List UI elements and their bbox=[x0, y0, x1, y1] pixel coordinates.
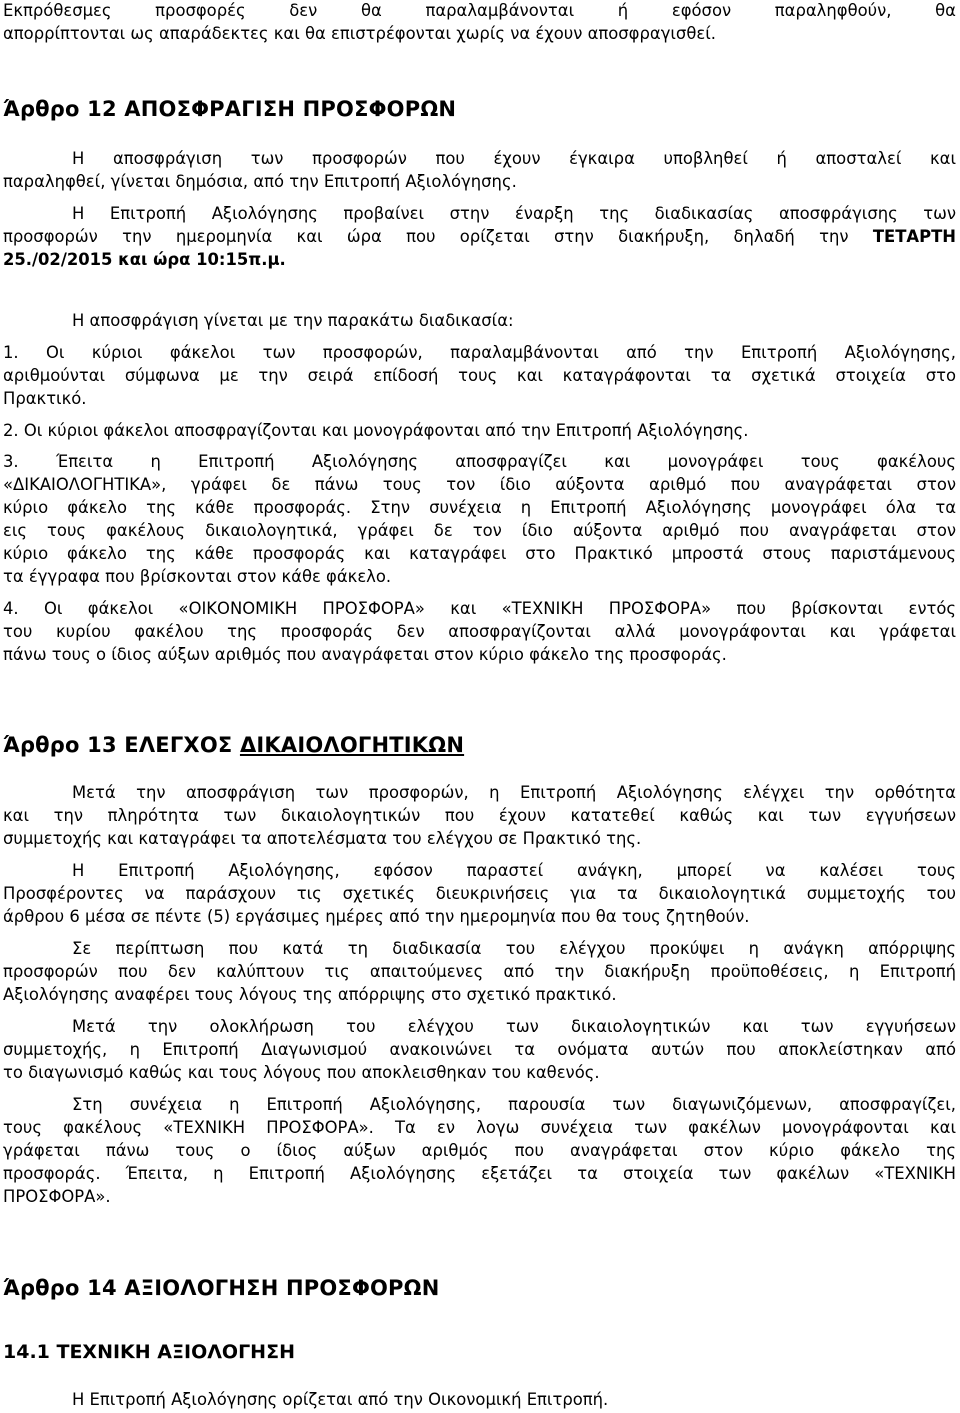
paragraph-line: Η αποσφράγιση των προσφορών που έχουν έγκαιρα υποβληθεί ή αποσταλεί και bbox=[72, 149, 956, 168]
list-item-line: 4. Οι φάκελοι «ΟΙΚΟΝΟΜΙΚΗ ΠΡΟΣΦΟΡΑ» και «ΤΕΧΝΙΚΗ ΠΡΟΣΦΟΡΑ» που βρίσκονται εντός bbox=[3, 599, 956, 618]
paragraph-line: Η Επιτροπή Αξιολόγησης, εφόσον παραστεί ανάγκη, μπορεί να καλέσει τους bbox=[72, 861, 956, 880]
paragraph-line: Προσφέροντες να παράσχουν τις σχετικές διευκρινήσεις για τα δικαιολογητικά συμμετοχής του bbox=[3, 884, 956, 903]
list-item-line: 1. Οι κύριοι φάκελοι των προσφορών, παραλαμβάνονται από την Επιτροπή Αξιολόγησης, bbox=[3, 343, 956, 362]
list-item-line: Πρακτικό. bbox=[3, 389, 87, 408]
list-item-line: εις τους φακέλους δικαιολογητικά, γράφει δε τον ίδιο αύξοντα αριθμό που αναγράφεται στον bbox=[3, 521, 956, 540]
list-item-line: κύριο φάκελο της κάθε προσφοράς και καταγράφει στο Πρακτικό μπροστά στους παριστάμενους bbox=[3, 544, 956, 563]
heading-text: Άρθρο 13 ΕΛΕΓΧΟΣ bbox=[3, 733, 240, 757]
paragraph-line: άρθρου 6 μέσα σε πέντε (5) εργάσιμες ημέρες από την ημερομηνία που θα τους ζητηθούν. bbox=[3, 907, 750, 926]
paragraph-line: ΠΡΟΣΦΟΡΑ». bbox=[3, 1187, 111, 1206]
paragraph-line: το διαγωνισμό καθώς και τους λόγους που αποκλεισθηκαν του καθενός. bbox=[3, 1063, 600, 1082]
list-item-line: τα έγγραφα που βρίσκονται στον κάθε φάκελο. bbox=[3, 567, 392, 586]
paragraph-line: συμμετοχής και καταγράφει τα αποτελέσματα του ελέγχου σε Πρακτικό της. bbox=[3, 829, 642, 848]
heading-underlined-text: ΔΙΚΑΙΟΛΟΓΗΤΙΚΩΝ bbox=[239, 733, 465, 757]
section-14-1-heading: 14.1 ΤΕΧΝΙΚΗ ΑΞΙΟΛΟΓΗΣΗ bbox=[3, 1341, 295, 1363]
article-14-heading: Άρθρο 14 ΑΞΙΟΛΟΓΗΣΗ ΠΡΟΣΦΟΡΩΝ bbox=[3, 1276, 440, 1300]
list-item-line: πάνω τους ο ίδιος αύξων αριθμός που αναγράφεται στον κύριο φάκελο της προσφοράς. bbox=[3, 645, 727, 664]
paragraph-line: τους φακέλους «ΤΕΧΝΙΚΗ ΠΡΟΣΦΟΡΑ». Τα εν λογω συνέχεια των φακέλων μονογράφονται και bbox=[3, 1118, 956, 1137]
article-13-heading bbox=[3, 731, 464, 759]
list-item-line: αριθμούνται σύμφωνα με την σειρά επίδοσή τους και καταγράφονται τα σχετικά στοιχεία στο bbox=[3, 366, 956, 385]
list-item-line: κύριο φάκελο της κάθε προσφοράς. Στην συνέχεια η Επιτροπή Αξιολόγησης μονογράφει όλα τα bbox=[3, 498, 956, 517]
article-12-heading: Άρθρο 12 ΑΠΟΣΦΡΑΓΙΣΗ ΠΡΟΣΦΟΡΩΝ bbox=[3, 97, 457, 121]
paragraph-line bbox=[3, 226, 956, 248]
paragraph-line: Αξιολόγησης αναφέρει τους λόγους της απόρριψης στο σχετικό πρακτικό. bbox=[3, 985, 617, 1004]
line-text: προσφορών την ημερομηνία και ώρα που ορίζεται στην διακήρυξη, δηλαδή την bbox=[3, 227, 849, 246]
paragraph-line: Εκπρόθεσμες προσφορές δεν θα παραλαμβάνονται ή εφόσον παραληφθούν, θα bbox=[3, 1, 956, 20]
paragraph-line: συμμετοχής, η Επιτροπή Διαγωνισμού ανακοινώνει τα ονόματα αυτών που αποκλείστηκαν από bbox=[3, 1040, 956, 1059]
paragraph-line: προσφορών που δεν καλύπτουν τις απαιτούμενες από την διακήρυξη προϋποθέσεις, η Επιτροπή bbox=[3, 962, 956, 981]
weekday-bold: ΤΕΤΑΡΤΗ bbox=[872, 227, 956, 246]
paragraph-line: και την πληρότητα των δικαιολογητικών που έχουν κατατεθεί καθώς και των εγγυήσεων bbox=[3, 806, 956, 825]
paragraph-line: Μετά την αποσφράγιση των προσφορών, η Επιτροπή Αξιολόγησης ελέγχει την ορθότητα bbox=[72, 783, 956, 802]
paragraph-line: Η Επιτροπή Αξιολόγησης ορίζεται από την Οικονομική Επιτροπή. bbox=[72, 1390, 609, 1409]
paragraph-line: Σε περίπτωση που κατά τη διαδικασία του ελέγχου προκύψει η ανάγκη απόρριψης bbox=[72, 939, 956, 958]
list-item-line: 2. Οι κύριοι φάκελοι αποσφραγίζονται και μονογράφονται από την Επιτροπή Αξιολόγησης. bbox=[3, 421, 749, 440]
list-item-line: του κυρίου φακέλου της προσφοράς δεν αποσφραγίζονται αλλά μονογράφονται και γράφεται bbox=[3, 622, 956, 641]
paragraph-line: γράφεται πάνω τους ο ίδιος αύξων αριθμός που αναγράφεται στον κύριο φάκελο της bbox=[3, 1141, 956, 1160]
paragraph-line: παραληφθεί, γίνεται δημόσια, από την Επιτροπή Αξιολόγησης. bbox=[3, 172, 517, 191]
paragraph-line: Μετά την ολοκλήρωση του ελέγχου των δικαιολογητικών και των εγγυήσεων bbox=[72, 1017, 956, 1036]
paragraph-line: απορρίπτονται ως απαράδεκτες και θα επιστρέφονται χωρίς να έχουν αποσφραγισθεί. bbox=[3, 24, 716, 43]
paragraph-line: Η Επιτροπή Αξιολόγησης προβαίνει στην έναρξη της διαδικασίας αποσφράγισης των bbox=[72, 204, 956, 223]
list-item-line: «ΔΙΚΑΙΟΛΟΓΗΤΙΚΑ», γράφει δε πάνω τους τον ίδιο αύξοντα αριθμό που αναγράφεται στον bbox=[3, 475, 956, 494]
paragraph-line: Η αποσφράγιση γίνεται με την παρακάτω διαδικασία: bbox=[72, 311, 514, 330]
date-time-bold: 25./02/2015 και ώρα 10:15π.μ. bbox=[3, 250, 286, 269]
list-item-line: 3. Έπειτα η Επιτροπή Αξιολόγησης αποσφραγίζει και μονογράφει τους φακέλους bbox=[3, 452, 956, 471]
paragraph-line: προσφοράς. Έπειτα, η Επιτροπή Αξιολόγησης εξετάζει τα στοιχεία των φακέλων «ΤΕΧΝΙΚΗ bbox=[3, 1164, 956, 1183]
paragraph-line: Στη συνέχεια η Επιτροπή Αξιολόγησης, παρουσία των διαγωνιζόμενων, αποσφραγίζει, bbox=[72, 1095, 956, 1114]
